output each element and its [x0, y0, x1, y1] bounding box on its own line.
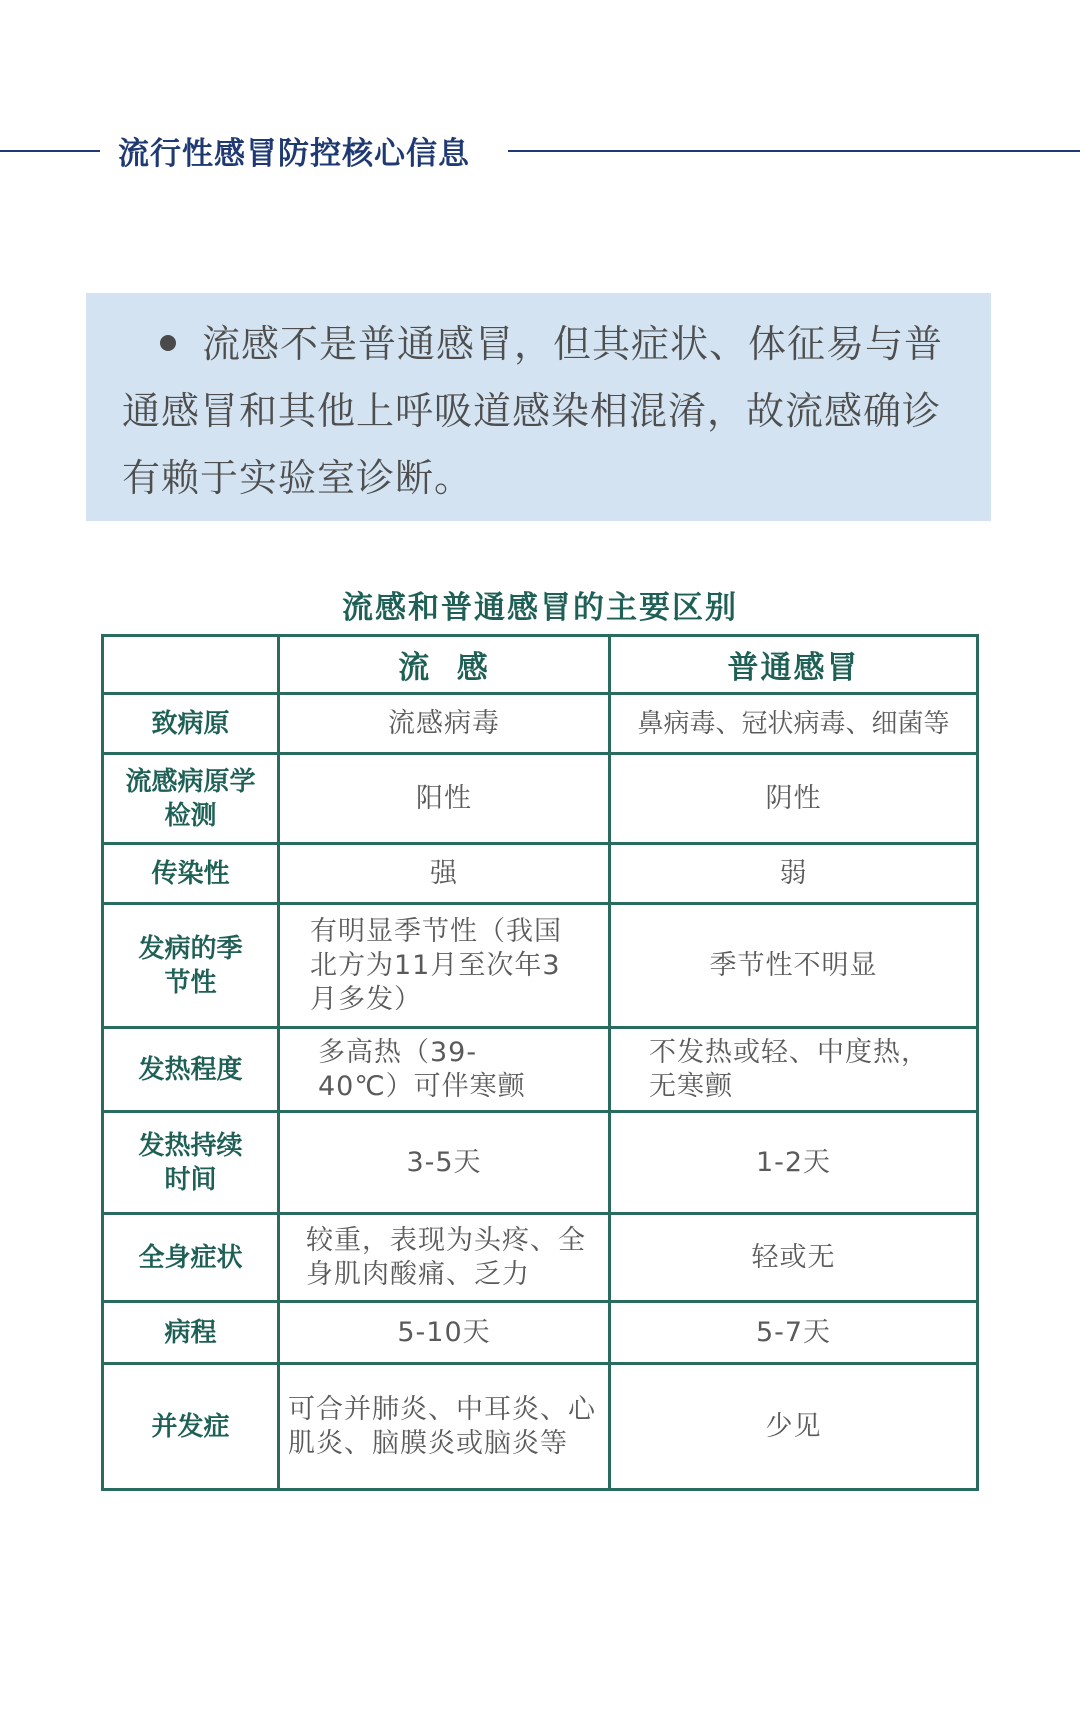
cold-cell: 轻或无 [610, 1214, 978, 1302]
flu-cell: 3-5天 [279, 1112, 610, 1214]
table-row [103, 694, 978, 754]
table-header-row [103, 636, 978, 694]
cold-cell: 季节性不明显 [610, 904, 978, 1028]
cold-cell: 鼻病毒、冠状病毒、细菌等 [610, 694, 978, 754]
row-label: 发热程度 [103, 1028, 279, 1112]
row-label: 病程 [103, 1302, 279, 1364]
table-row [103, 1028, 978, 1112]
cold-cell: 5-7天 [610, 1302, 978, 1364]
header-divider-left [0, 150, 100, 152]
table-row [103, 1302, 978, 1364]
cold-cell: 弱 [610, 844, 978, 904]
cold-cell: 少见 [610, 1364, 978, 1490]
header-cell-cold: 普通感冒 [610, 636, 978, 694]
table-row [103, 754, 978, 844]
cold-cell: 不发热或轻、中度热，无寒颤 [610, 1028, 978, 1112]
flu-cell: 有明显季节性（我国北方为11月至次年3月多发） [279, 904, 610, 1028]
page-title: 流行性感冒防控核心信息 [118, 136, 470, 172]
flu-cell: 阳性 [279, 754, 610, 844]
flu-cell: 可合并肺炎、中耳炎、心肌炎、脑膜炎或脑炎等 [279, 1364, 610, 1490]
row-label: 并发症 [103, 1364, 279, 1490]
info-paragraph [122, 311, 951, 512]
row-label: 流感病原学检测 [103, 754, 279, 844]
table-row [103, 1364, 978, 1490]
table-row [103, 844, 978, 904]
row-label: 发病的季节性 [103, 904, 279, 1028]
flu-cell: 强 [279, 844, 610, 904]
row-label: 全身症状 [103, 1214, 279, 1302]
header-divider-right [508, 150, 1080, 152]
cold-cell: 阴性 [610, 754, 978, 844]
table-row [103, 1214, 978, 1302]
row-label: 致病原 [103, 694, 279, 754]
table-title: 流感和普通感冒的主要区别 [342, 590, 738, 626]
flu-cell: 流感病毒 [279, 694, 610, 754]
row-label: 发热持续时间 [103, 1112, 279, 1214]
row-label: 传染性 [103, 844, 279, 904]
bullet-icon [160, 335, 176, 351]
table-row [103, 1112, 978, 1214]
comparison-table [101, 634, 979, 1491]
table-row [103, 904, 978, 1028]
flu-cell: 多高热（39-40℃）可伴寒颤 [279, 1028, 610, 1112]
info-text: 流感不是普通感冒，但其症状、体征易与普通感冒和其他上呼吸道感染相混淆，故流感确诊有赖于实验室诊断。 [122, 322, 944, 500]
section-header [0, 120, 1080, 180]
info-box [86, 293, 991, 521]
header-cell-flu: 流 感 [279, 636, 610, 694]
header-cell-empty [103, 636, 279, 694]
flu-cell: 5-10天 [279, 1302, 610, 1364]
cold-cell: 1-2天 [610, 1112, 978, 1214]
flu-cell: 较重，表现为头疼、全身肌肉酸痛、乏力 [279, 1214, 610, 1302]
